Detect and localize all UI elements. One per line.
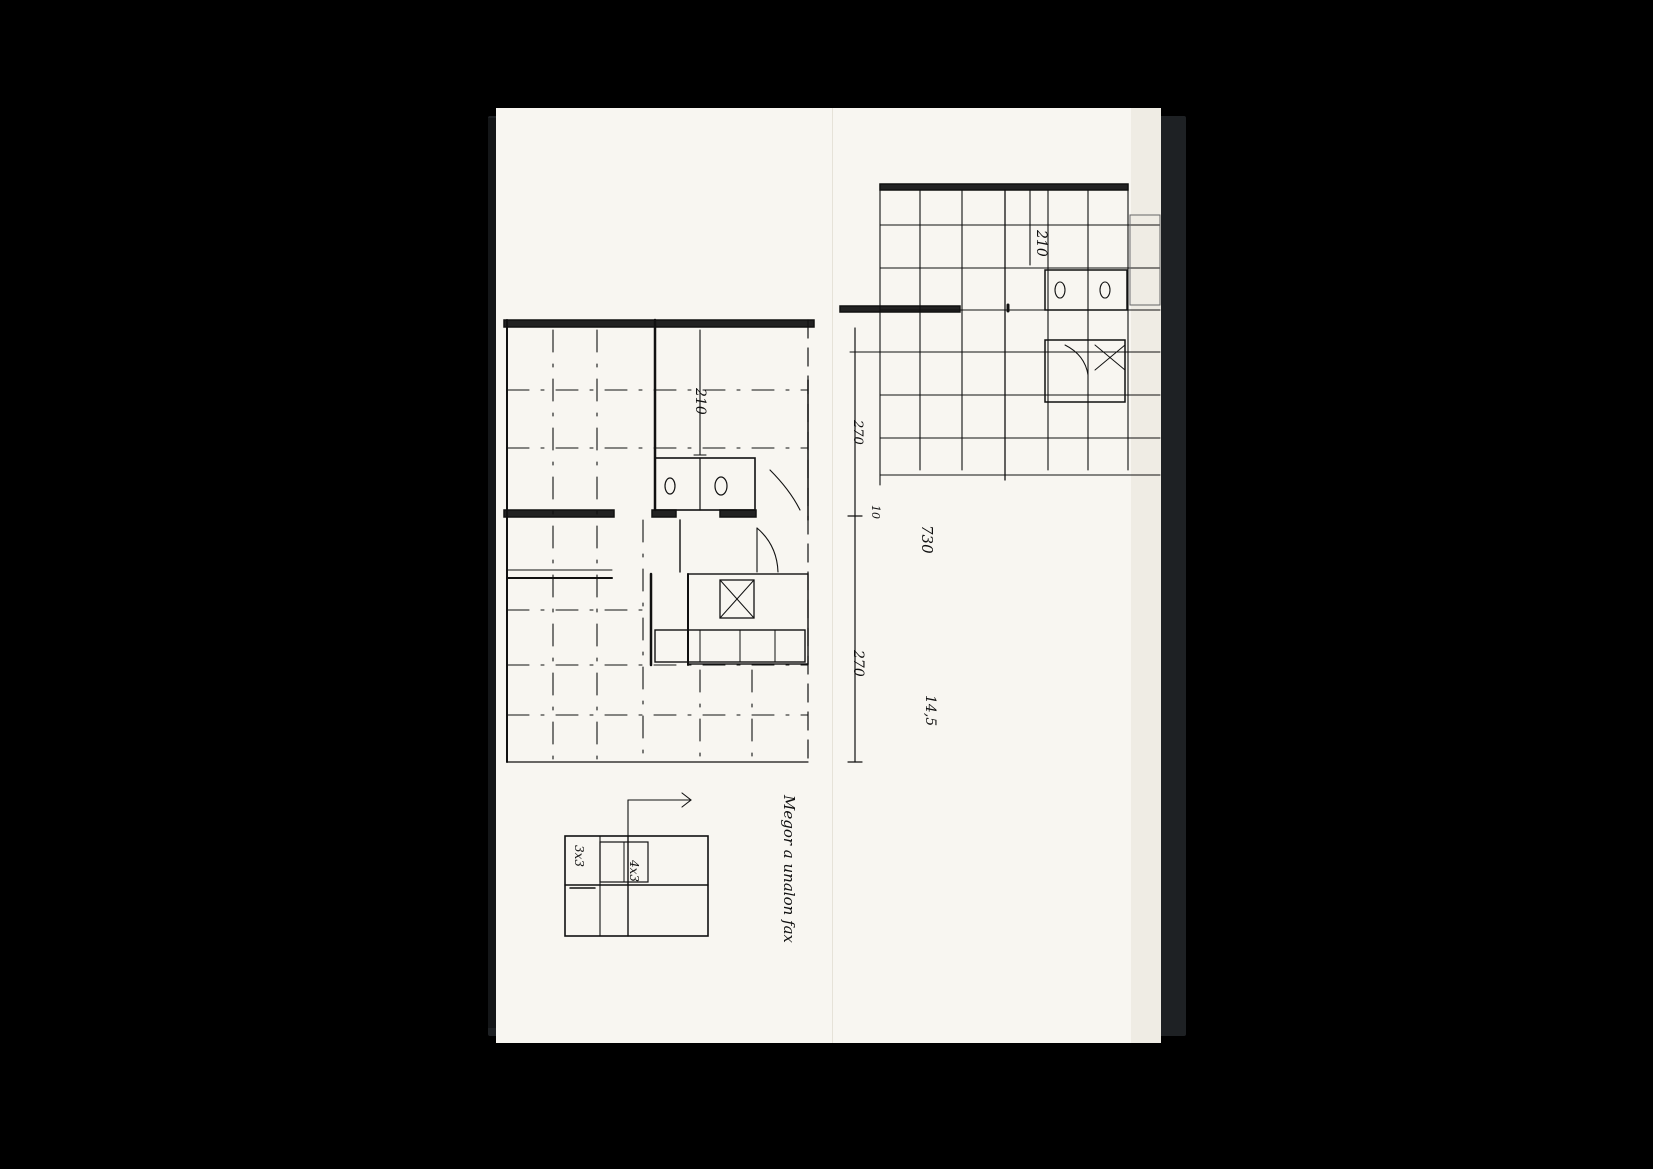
left-floor-plan — [504, 320, 862, 762]
dimension-210-left: 210 — [692, 388, 708, 415]
dimension-14-5: 14,5 — [922, 695, 938, 727]
small-plan-label-3x3: 3x3 — [572, 845, 586, 868]
dimension-270-bottom: 270 — [850, 650, 866, 677]
right-floor-plan — [840, 184, 1160, 485]
handwritten-note: Megor a unalon fax — [780, 795, 798, 943]
dimension-270-top: 270 — [850, 420, 865, 445]
dimension-730: 730 — [918, 525, 936, 554]
dimension-210-right: 210 — [1033, 230, 1049, 257]
small-plan-label-4x3: 4x3 — [627, 860, 641, 883]
dimension-10: 10 — [869, 505, 882, 519]
